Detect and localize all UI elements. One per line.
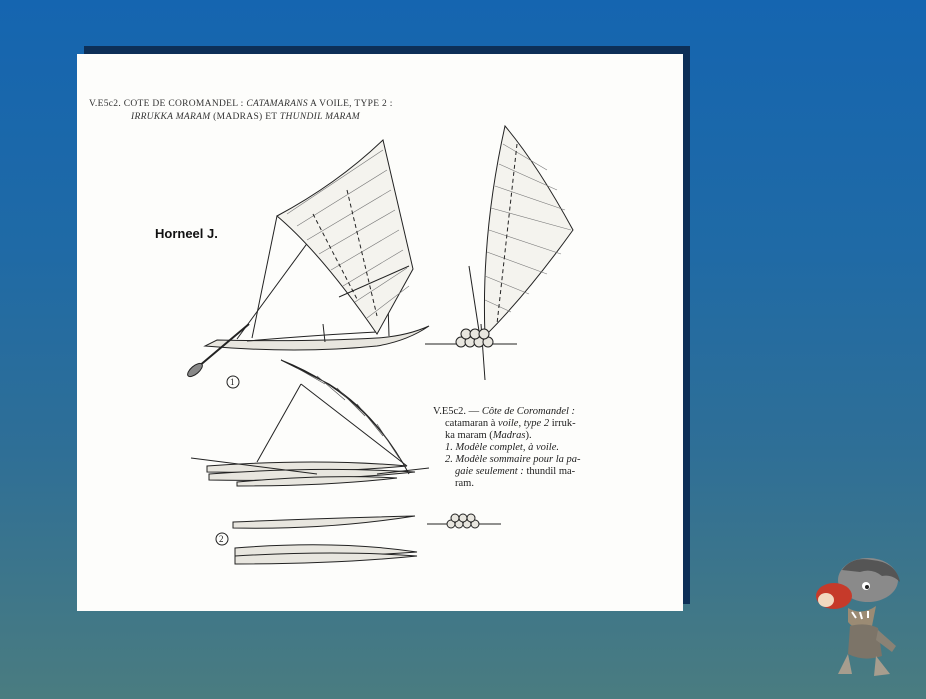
sail-plan-view bbox=[281, 360, 409, 474]
raft-side-view bbox=[233, 516, 415, 528]
figure-label-1: 1 bbox=[230, 377, 235, 387]
sail-front-view bbox=[484, 126, 573, 336]
document-sheet bbox=[77, 54, 683, 611]
raft-front-view bbox=[447, 514, 479, 528]
caption-item2b: gaie seulement : bbox=[455, 466, 524, 477]
caption-item1: 1. Modèle complet, à voile. bbox=[445, 442, 560, 453]
header-region: (MADRAS) ET bbox=[213, 112, 278, 122]
caveman-mascot-icon bbox=[812, 556, 908, 680]
header-place: COTE DE COROMANDEL : bbox=[123, 99, 244, 109]
logs-plan-view bbox=[207, 462, 415, 486]
caption-line2c: irruk- bbox=[551, 418, 576, 429]
logs-front-view bbox=[456, 329, 493, 347]
caption-ref: V.E5c2. — bbox=[433, 406, 480, 417]
sail-side-view bbox=[277, 140, 413, 334]
caption-item2c: thundil ma- bbox=[526, 466, 576, 477]
caption-line3a: ka maram ( bbox=[445, 430, 493, 441]
raft-plan-view bbox=[235, 545, 417, 564]
author-label: Horneel J. bbox=[155, 226, 218, 241]
header-italic-catamarans: CATAMARANS bbox=[246, 99, 308, 109]
figure-caption bbox=[433, 406, 623, 490]
header-italic-irrukka: IRRUKKA MARAM bbox=[131, 112, 211, 122]
caption-title: Côte de Coromandel : bbox=[481, 406, 576, 417]
figure-label-2: 2 bbox=[219, 534, 224, 544]
header-type: A VOILE, TYPE 2 : bbox=[310, 99, 393, 109]
caption-line2a: catamaran à bbox=[445, 418, 496, 429]
catamaran-illustration bbox=[77, 54, 683, 611]
caption-line3b: Madras bbox=[492, 430, 526, 441]
caption-line3c: ). bbox=[525, 430, 532, 441]
hull-side-view bbox=[205, 326, 429, 350]
caption-item2a: 2. Modèle sommaire pour la pa- bbox=[445, 454, 581, 465]
header-italic-thundil: THUNDIL MARAM bbox=[279, 112, 360, 122]
caption-line2b: voile, type 2 bbox=[498, 418, 550, 429]
caption-item2d: ram. bbox=[455, 478, 474, 489]
header-ref: V.E5c2. bbox=[89, 99, 122, 109]
